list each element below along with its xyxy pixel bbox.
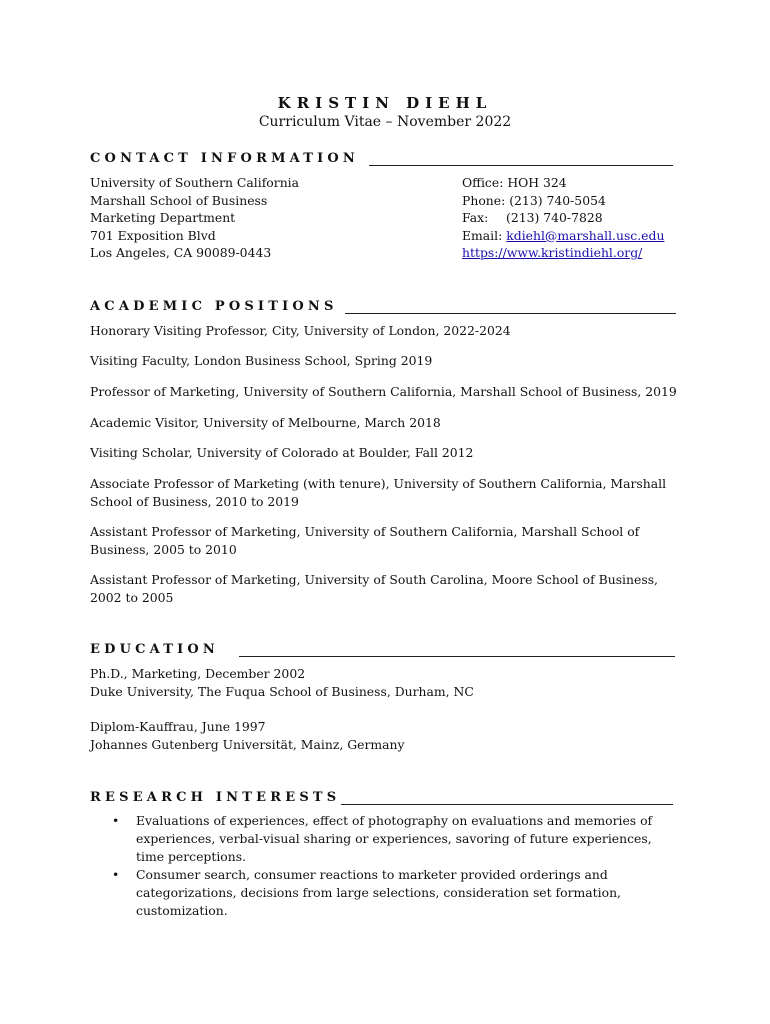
email-link[interactable]: kdiehl@marshall.usc.edu (506, 227, 665, 243)
position-item: Professor of Marketing, University of Southern California, Marshall School of Business, 2019 (90, 384, 677, 399)
contact-address (90, 174, 299, 262)
research-heading: RESEARCH INTERESTS (90, 790, 341, 805)
research-item-text: Evaluations of experiences, effect of photography on evaluations and memories of experiences, verbal-visual sharing or experiences, savoring of future experiences, time perceptions. (136, 813, 653, 864)
bullet-icon: • (112, 813, 120, 828)
website-link[interactable]: https://www.kristindiehl.org/ (462, 245, 643, 260)
address-line: Marshall School of Business (90, 192, 268, 208)
phone-value: (213) 740-5054 (509, 192, 606, 208)
education-degree: Diplom-Kauffrau, June 1997 (90, 719, 266, 734)
position-item: Assistant Professor of Marketing, University of Southern California, Marshall School of Business, 2005 to 2010 (90, 524, 640, 557)
address-line: Los Angeles, CA 90089-0443 (90, 245, 272, 260)
website-line (462, 244, 664, 262)
education-school: Johannes Gutenberg Universität, Mainz, Germany (90, 737, 405, 752)
address-line: Marketing Department (90, 210, 236, 225)
email-line (462, 227, 664, 245)
education-heading: EDUCATION (90, 642, 220, 657)
address-line: 701 Exposition Blvd (90, 227, 216, 243)
position-item: Academic Visitor, University of Melbourne, March 2018 (90, 415, 441, 430)
phone-label: Phone: (462, 192, 506, 208)
fax-line (462, 209, 664, 227)
position-item: Visiting Scholar, University of Colorado at Boulder, Fall 2012 (90, 445, 474, 460)
office-value: HOH 324 (507, 175, 567, 190)
position-item: Visiting Faculty, London Business School, Spring 2019 (90, 353, 433, 368)
address-line: University of Southern California (90, 175, 300, 190)
contact-rule (369, 165, 673, 166)
education-rule (239, 656, 675, 657)
research-list (90, 812, 680, 920)
education-degree: Ph.D., Marketing, December 2002 (90, 666, 306, 681)
research-rule (341, 804, 673, 805)
positions-rule (345, 313, 676, 314)
office-line (462, 174, 664, 192)
position-item: Associate Professor of Marketing (with tenure), University of Southern California, Marshall School of Business, 2010 to 2019 (90, 476, 667, 509)
fax-value: (213) 740-7828 (506, 210, 603, 225)
phone-line (462, 192, 664, 210)
position-item: Assistant Professor of Marketing, University of South Carolina, Moore School of Business, 2002 to 2005 (90, 572, 658, 605)
research-item (90, 866, 680, 920)
bullet-icon: • (112, 867, 120, 882)
research-item-text: Consumer search, consumer reactions to marketer provided orderings and categorizations, decisions from large selections, consideration set formation, customization. (136, 867, 621, 918)
contact-heading: CONTACT INFORMATION (90, 151, 359, 166)
office-label: Office: (462, 175, 504, 190)
cv-subtitle: Curriculum Vitae – November 2022 (258, 114, 512, 130)
education-school: Duke University, The Fuqua School of Business, Durham, NC (90, 684, 474, 699)
cv-name: KRISTIN DIEHL (277, 94, 493, 112)
email-label: Email: (462, 227, 503, 243)
fax-label: Fax: (462, 210, 489, 225)
positions-heading: ACADEMIC POSITIONS (90, 299, 338, 314)
contact-details (462, 174, 664, 262)
position-item: Honorary Visiting Professor, City, University of London, 2022-2024 (90, 323, 511, 338)
research-item (90, 812, 680, 866)
